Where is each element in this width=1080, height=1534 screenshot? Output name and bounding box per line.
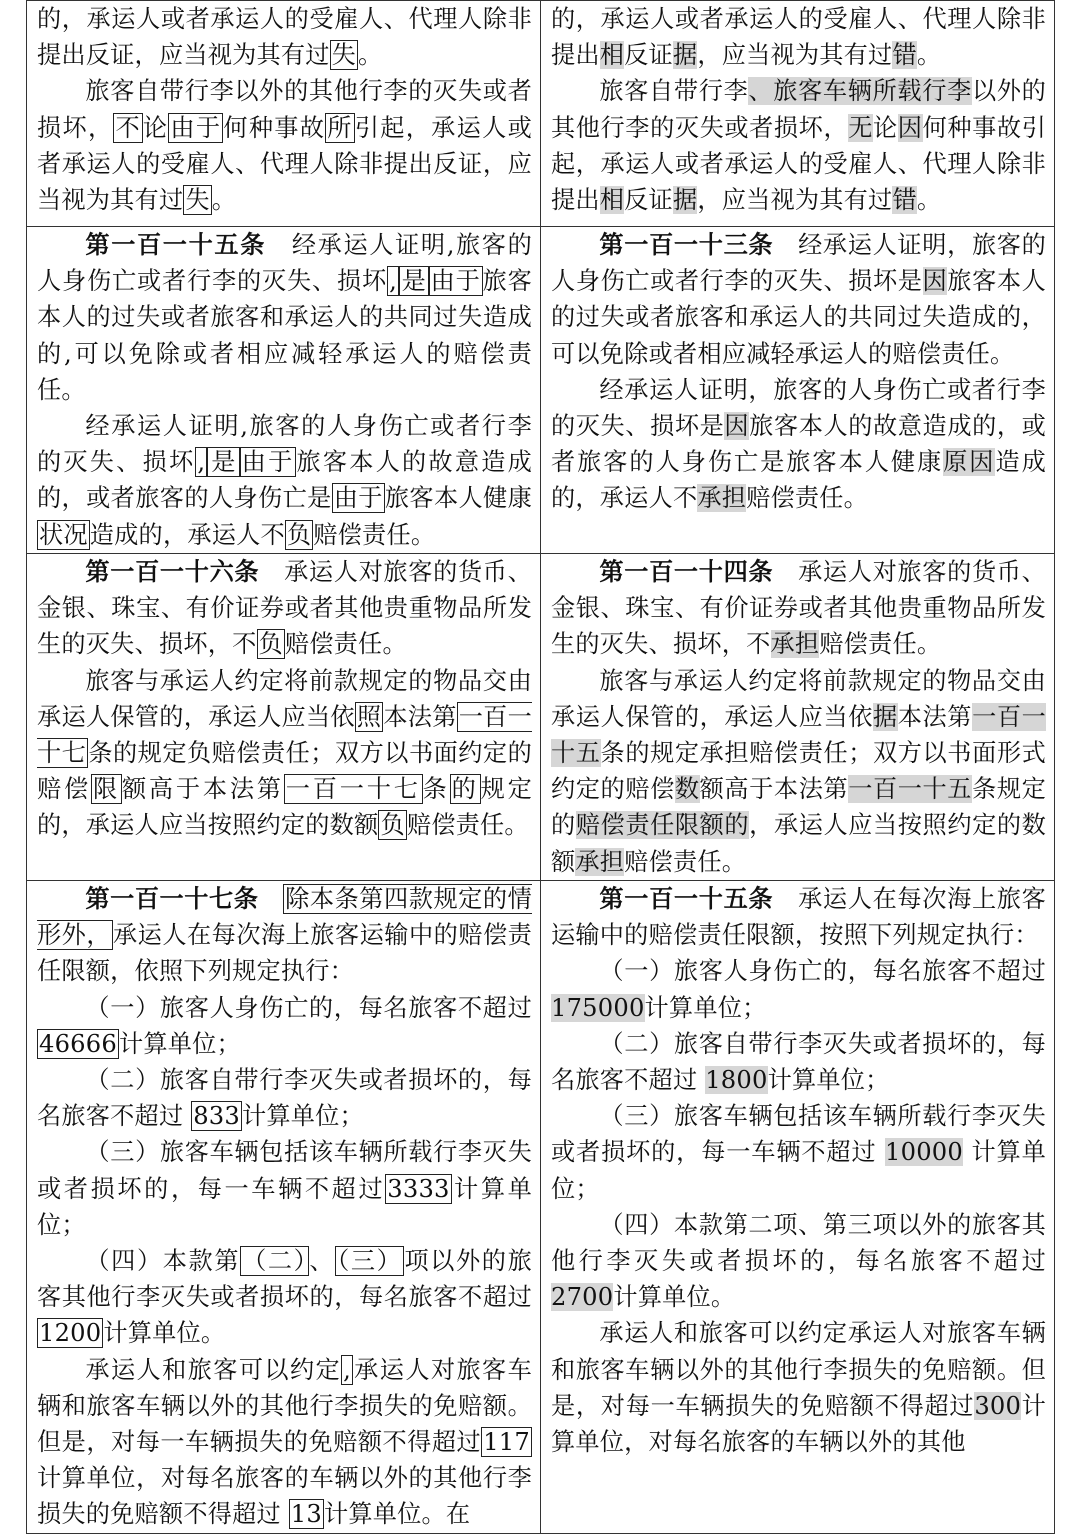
original-text-cell (27, 1, 541, 227)
text-segment: 条的规定承担赔偿责任；双方以书面形式约定的赔偿 (551, 739, 1046, 804)
boxed-changed-text: 由于 (170, 113, 222, 142)
text-segment: 旅客自带行李 (599, 77, 749, 106)
text-segment: 赔偿责任。 (313, 520, 436, 549)
text-segment: （三）旅客车辆包括该车辆所载行李灭失或者损坏的，每一车辆不超过 (551, 1102, 1046, 1167)
text-segment: 旅客本人的故意造成的，或者旅客的人身伤亡是 (37, 448, 533, 513)
text-segment: （一）旅客人身伤亡的，每名旅客不超过 (599, 957, 1046, 986)
text-segment: （四）本款第 (85, 1247, 241, 1276)
boxed-changed-text: 由于 (430, 267, 481, 296)
highlighted-revised-text: 承担 (575, 847, 625, 876)
boxed-changed-text: 失 (331, 41, 357, 70)
text-segment: 。 (358, 41, 383, 70)
text-segment: 引起，承运人或者承运人的受雇人、代理人除非提出反证，应当视为其有过 (37, 113, 532, 215)
highlighted-revised-text: 数 (674, 775, 700, 804)
text-segment: 计算单位。 (613, 1283, 736, 1312)
paragraph (37, 408, 532, 553)
boxed-changed-text: 833 (193, 1102, 240, 1131)
paragraph (37, 1, 532, 73)
text-segment: 计算单位； (242, 1102, 364, 1131)
paragraph (551, 881, 1046, 953)
boxed-changed-text: 失 (185, 186, 210, 215)
text-segment: 承运人在每次海上旅客运输中的赔偿责任限额，按照下列规定执行： (551, 885, 1046, 950)
text-segment: 计算单位，对每名旅客的车辆以外的其他行李损失的免赔额不得超过 (37, 1464, 532, 1529)
text-segment: 承运人和旅客可以约定 (85, 1355, 342, 1384)
paragraph (37, 227, 532, 408)
comparison-row (27, 881, 1055, 1534)
paragraph (37, 1243, 532, 1352)
paragraph (551, 953, 1046, 1025)
highlighted-revised-text: 错 (892, 186, 917, 215)
highlighted-revised-text: 175000 (551, 993, 645, 1022)
text-segment: 赔偿责任。 (406, 811, 529, 840)
boxed-changed-text: 所 (327, 113, 353, 142)
text-segment: 赔偿责任。 (819, 630, 942, 659)
text-segment: 规定的，承运人应当按照约定的数额 (37, 775, 533, 840)
highlighted-revised-text: 据 (672, 186, 698, 215)
boxed-changed-text: 46666 (39, 1029, 117, 1058)
boxed-changed-text: , (197, 448, 206, 477)
revised-text-cell (541, 881, 1055, 1534)
text-segment: （三）旅客车辆包括该车辆所载行李灭失或者损坏的，每一车辆不超过 (37, 1138, 532, 1203)
boxed-changed-text: 负 (258, 630, 283, 659)
article-number: 第一百一十六条 (85, 558, 260, 586)
highlighted-revised-text: 原因 (943, 448, 996, 477)
paragraph (37, 1134, 532, 1243)
highlighted-revised-text: 、旅客车辆所载行李 (748, 77, 972, 106)
text-segment: 本法第 (383, 702, 457, 731)
text-segment: 旅客与承运人约定将前款规定的物品交由承运人保管的，承运人应当依 (551, 666, 1046, 731)
text-segment: （一）旅客人身伤亡的，每名旅客不超过 (85, 993, 532, 1022)
highlighted-revised-text: 因 (897, 113, 923, 142)
paragraph (551, 73, 1046, 218)
text-segment: 。 (916, 186, 942, 215)
paragraph (37, 990, 532, 1062)
text-segment: 条规定的 (551, 775, 1046, 840)
text-segment: （二）旅客自带行李灭失或者损坏的，每名旅客不超过 (551, 1029, 1046, 1095)
highlighted-revised-text: 承担 (697, 484, 747, 513)
boxed-changed-text: 3333 (387, 1174, 450, 1203)
text-segment: 计算单位； (767, 1066, 890, 1095)
text-segment: 经承运人证明，旅客的人身伤亡或者行李的灭失、损坏是 (551, 375, 1046, 441)
text-segment: 旅客本人健康 (384, 484, 533, 513)
boxed-changed-text: 是 (400, 267, 427, 296)
paragraph (37, 1062, 532, 1134)
text-segment: 计算单位； (37, 1174, 532, 1239)
boxed-changed-text: 13 (290, 1500, 322, 1529)
text-segment: 计算单位； (644, 993, 767, 1022)
text-segment: 旅客与承运人约定将前款规定的物品交由承运人保管的，承运人应当依 (37, 666, 532, 731)
highlighted-revised-text: 无 (848, 113, 873, 142)
text-segment: 。 (916, 41, 942, 70)
text-segment: 承运人对旅客车辆和旅客车辆以外的其他行李损失的免赔额。但是，对每一车辆损失的免赔额不得超过 (37, 1355, 532, 1457)
original-text-cell (27, 554, 541, 881)
text-segment: 反证 (624, 41, 673, 70)
article-number: 第一百一十七条 (85, 885, 259, 913)
text-segment: 。 (211, 186, 237, 215)
text-segment: 计算单位； (118, 1029, 241, 1058)
text-segment: 经承运人证明，旅客的人身伤亡或者行李的灭失、损坏是 (551, 231, 1046, 296)
text-segment: 赔偿责任。 (746, 484, 869, 513)
boxed-changed-text: 由于 (241, 448, 295, 477)
boxed-changed-text: 除本条第四款规定的情形外， (37, 885, 532, 950)
original-text-cell (27, 227, 541, 554)
boxed-changed-text: , (389, 267, 397, 296)
article-number: 第一百一十三条 (599, 231, 774, 259)
highlighted-revised-text: 错 (892, 41, 917, 70)
text-segment: 论 (873, 113, 898, 142)
paragraph (551, 1, 1046, 73)
highlighted-revised-text: 承担 (770, 630, 820, 659)
paragraph (37, 881, 532, 990)
highlighted-revised-text: 2700 (551, 1283, 614, 1312)
comparison-row (27, 554, 1055, 881)
text-segment: 以外的其他行李的灭失或者损坏， (551, 77, 1046, 142)
text-segment: 承运人对旅客的货币、金银、珠宝、有价证券或者其他贵重物品所发生的灭失、损坏，不 (551, 558, 1046, 659)
paragraph (37, 73, 532, 218)
text-segment: 承运人和旅客可以约定承运人对旅客车辆和旅客车辆以外的其他行李损失的免赔额。但是，对每一车辆损失的免赔额不得超过 (551, 1319, 1046, 1420)
boxed-changed-text: 负 (286, 520, 312, 549)
highlighted-revised-text: 10000 (885, 1138, 963, 1167)
paragraph (551, 1315, 1046, 1460)
text-segment: ，应当视为其有过 (697, 186, 893, 215)
boxed-changed-text: 负 (380, 811, 405, 840)
boxed-changed-text: 照 (356, 702, 382, 731)
text-segment: 造成的，承运人不 (551, 448, 1046, 513)
boxed-changed-text: 是 (209, 448, 238, 477)
highlighted-revised-text: 赔偿责任限额的 (575, 811, 750, 840)
article-number: 第一百一十五条 (85, 231, 267, 259)
text-segment: 的，承运人或者承运人的受雇人、代理人除非提出 (551, 5, 1046, 70)
text-segment: 条的规定负赔偿责任；双方以书面约定的赔偿 (37, 739, 532, 804)
paragraph (37, 554, 532, 663)
highlighted-revised-text: 300 (974, 1391, 1022, 1420)
boxed-changed-text: 限 (92, 775, 120, 804)
text-segment: 赔偿责任。 (284, 630, 407, 659)
text-segment: 旅客本人的故意造成的，或者旅客的人身伤亡是旅客本人健康 (551, 412, 1047, 477)
text-segment: ，应当视为其有过 (697, 41, 893, 70)
text-segment: 承运人在每次海上旅客运输中的赔偿责任限额，依照下列规定执行： (37, 921, 532, 986)
text-segment: 的，承运人或者承运人的受雇人、代理人除非提出反证，应当视为其有过 (37, 5, 532, 70)
revised-text-cell (541, 554, 1055, 881)
boxed-changed-text: , (343, 1355, 351, 1384)
paragraph (551, 372, 1046, 517)
comparison-table (26, 0, 1055, 1534)
comparison-sheet (26, 0, 1055, 1534)
text-segment: 、 (309, 1247, 336, 1276)
paragraph (551, 1026, 1046, 1098)
text-segment: 承运人对旅客的货币、金银、珠宝、有价证券或者其他贵重物品所发生的灭失、损坏，不 (37, 558, 532, 659)
text-segment: 计算单位。 (103, 1319, 226, 1348)
text-segment: 旅客自带行李以外的其他行李的灭失或者损坏， (37, 77, 532, 142)
text-segment: 赔偿责任。 (624, 847, 747, 876)
text-segment: 计算单位。在 (323, 1500, 471, 1529)
paragraph (37, 1352, 532, 1533)
boxed-changed-text: （二） (242, 1247, 308, 1276)
highlighted-revised-text: 1800 (705, 1066, 768, 1095)
boxed-changed-text: 一百一十七 (37, 702, 532, 768)
highlighted-revised-text: 因 (724, 412, 750, 441)
comparison-row (27, 1, 1055, 227)
boxed-changed-text: 1200 (39, 1319, 102, 1348)
boxed-changed-text: 由于 (333, 484, 383, 513)
comparison-row (27, 227, 1055, 554)
paragraph (551, 1207, 1046, 1316)
text-segment: 本法第 (897, 702, 973, 731)
paragraph (551, 663, 1046, 880)
paragraph (37, 663, 532, 844)
revised-text-cell (541, 227, 1055, 554)
boxed-changed-text: 状况 (39, 520, 88, 549)
paragraph (551, 554, 1046, 663)
paragraph (551, 227, 1046, 372)
boxed-changed-text: 一百一十七 (285, 775, 421, 804)
boxed-changed-text: 的 (451, 775, 479, 804)
boxed-changed-text: （三） (337, 1247, 403, 1276)
text-segment: ，承运人应当按照约定的数额 (551, 811, 1047, 876)
boxed-changed-text: 117 (483, 1428, 530, 1457)
text-segment: 何种事故引起，承运人或者承运人的受雇人、代理人除非提出 (551, 113, 1047, 215)
text-segment: 条 (422, 775, 450, 804)
text-segment: 旅客本人的过失或者旅客和承运人的共同过失造成的，可以免除或者相应减轻承运人的赔偿责任。 (551, 267, 1046, 368)
text-segment: 何种事故 (223, 113, 326, 142)
text-segment: 额高于本法第 (121, 775, 284, 804)
text-segment: （四）本款第二项、第三项以外的旅客其他行李灭失或者损坏的，每名旅客不超过 (551, 1210, 1046, 1276)
text-segment: 计算单位； (551, 1138, 1046, 1203)
text-segment: 经承运人证明,旅客的人身伤亡或者行李的灭失、损坏 (37, 231, 533, 296)
text-segment: 项以外的旅客其他行李灭失或者损坏的，每名旅客不超过 (37, 1247, 532, 1312)
text-segment: 计算单位，对每名旅客的车辆以外的其他 (551, 1391, 1046, 1457)
text-segment: 论 (142, 113, 169, 142)
highlighted-revised-text: 据 (672, 41, 698, 70)
highlighted-revised-text: 因 (922, 267, 948, 296)
text-segment (258, 885, 283, 913)
article-number: 第一百一十五条 (599, 885, 774, 913)
text-segment: （二）旅客自带行李灭失或者损坏的，每名旅客不超过 (37, 1066, 532, 1131)
highlighted-revised-text: 相 (599, 41, 625, 70)
original-text-cell (27, 881, 541, 1534)
comparison-table-body (27, 1, 1055, 1534)
text-segment: 反证 (624, 186, 673, 215)
article-number: 第一百一十四条 (599, 558, 774, 586)
text-segment: 造成的，承运人不 (89, 520, 285, 549)
text-segment: 经承运人证明,旅客的人身伤亡或者行李的灭失、损坏 (37, 412, 532, 477)
text-segment: 额高于本法第 (699, 775, 849, 804)
highlighted-revised-text: 一百一十五 (551, 702, 1047, 768)
boxed-changed-text: 不 (115, 113, 141, 142)
revised-text-cell (541, 1, 1055, 227)
highlighted-revised-text: 相 (599, 186, 625, 215)
highlighted-revised-text: 据 (872, 702, 898, 731)
paragraph (551, 1098, 1046, 1207)
highlighted-revised-text: 一百一十五 (848, 775, 973, 804)
text-segment: 旅客本人的过失或者旅客和承运人的共同过失造成的,可以免除或者相应减轻承运人的赔偿责任。 (37, 267, 532, 404)
